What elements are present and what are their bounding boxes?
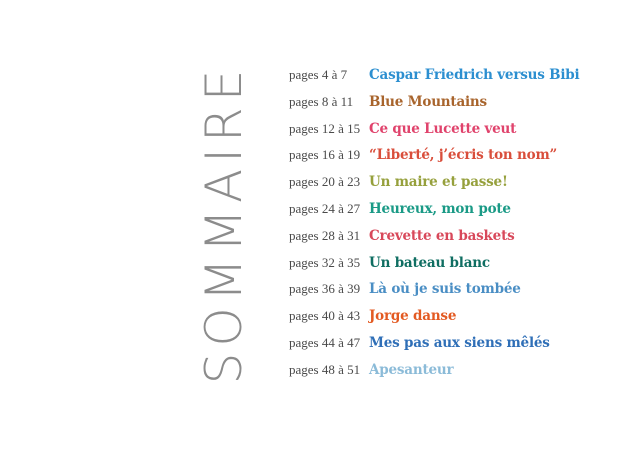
story-title: Là où je suis tombée [369, 281, 521, 298]
page-range: pages 48 à 51 [289, 361, 361, 377]
story-title: Un bateau blanc [369, 254, 490, 271]
story-title: Un maire et passe! [369, 174, 508, 191]
page-range: pages 32 à 35 [289, 254, 361, 270]
page-range: pages 20 à 23 [289, 174, 361, 190]
story-title: Crevette en baskets [369, 227, 515, 244]
story-title: Jorge danse [369, 308, 457, 325]
story-title: Blue Mountains [369, 93, 487, 110]
toc-entry [289, 94, 629, 121]
story-title: Apesanteur [369, 361, 454, 378]
contents-heading: SOMMAIRE [195, 63, 253, 385]
page-range: pages 8 à 11 [289, 93, 354, 109]
toc-entry [289, 255, 629, 282]
page-range: pages 28 à 31 [289, 227, 361, 243]
toc-entry [289, 228, 629, 255]
page-range: pages 40 à 43 [289, 308, 361, 324]
page-range: pages 24 à 27 [289, 200, 361, 216]
toc-entry [289, 147, 629, 174]
toc-entry [289, 174, 629, 201]
story-title: Ce que Lucette veut [369, 120, 517, 137]
page-range: pages 12 à 15 [289, 120, 361, 136]
toc-entry [289, 308, 629, 335]
page-range: pages 4 à 7 [289, 67, 348, 82]
page-range: pages 16 à 19 [289, 147, 361, 163]
table-of-contents [289, 67, 629, 389]
toc-entry [289, 362, 629, 389]
story-title: Caspar Friedrich versus Bibi [369, 67, 580, 83]
toc-entry [289, 201, 629, 228]
page-range: pages 36 à 39 [289, 281, 361, 297]
toc-entry [289, 281, 629, 308]
story-title: Mes pas aux siens mêlés [369, 334, 550, 351]
page-range: pages 44 à 47 [289, 334, 361, 350]
toc-entry [289, 121, 629, 148]
toc-entry [289, 335, 629, 362]
story-title: Heureux, mon pote [369, 200, 511, 217]
story-title: “Liberté, j’écris ton nom” [369, 147, 558, 164]
toc-entry [289, 67, 629, 94]
